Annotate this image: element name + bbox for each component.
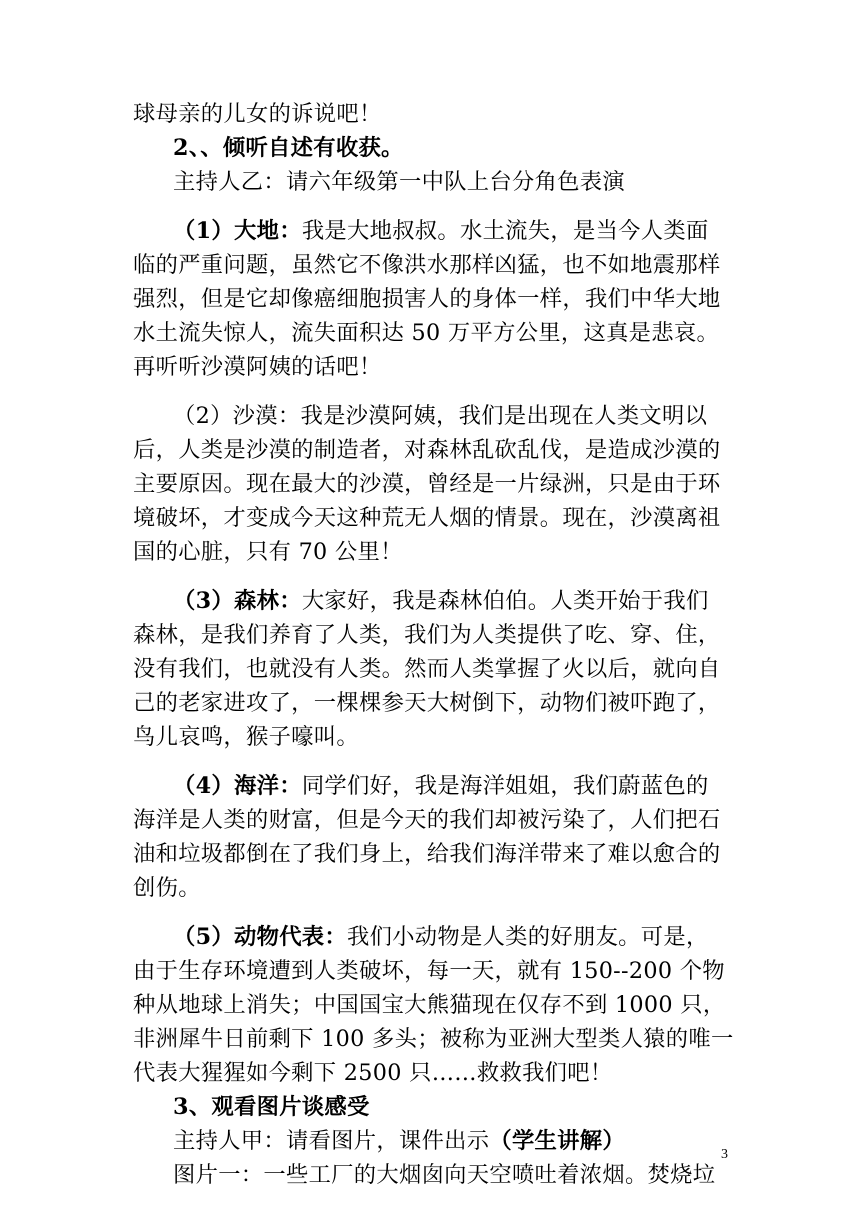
- text-line: 种从地球上消失；中国国宝大熊猫现在仅存不到 1000 只，: [133, 992, 726, 1018]
- text-line: 森林，是我们养育了人类，我们为人类提供了吃、穿、住，: [133, 622, 721, 648]
- text-line: 代表大猩猩如今剩下 2500 只……救救我们吧！: [133, 1060, 613, 1086]
- section-heading: 2、、倾听自述有收获。: [173, 135, 404, 161]
- paragraph-start: （3）森林：大家好，我是森林伯伯。人类开始于我们: [173, 588, 709, 614]
- text-line: 国的心脏，只有 70 公里！: [133, 539, 403, 565]
- text-line: 鸟儿哀鸣，猴子嚎叫。: [133, 724, 359, 750]
- paragraph-start: （4）海洋：同学们好，我是海洋姐姐，我们蔚蓝色的: [173, 773, 709, 799]
- paragraph-start: （5）动物代表：我们小动物是人类的好朋友。可是，: [173, 924, 709, 950]
- text-line: 非洲犀牛日前剩下 100 多头；被称为亚洲大型类人猿的唯一: [133, 1026, 734, 1052]
- role-label: （4）海洋：: [173, 773, 302, 799]
- role-label: （5）动物代表：: [173, 924, 347, 950]
- text-line: 境破坏，才变成今天这种荒无人烟的情景。现在，沙漠离祖: [133, 505, 721, 531]
- role-label: （1）大地：: [173, 218, 302, 244]
- text-line: 后，人类是沙漠的制造者，对森林乱砍乱伐，是造成沙漠的: [133, 437, 721, 463]
- text-line: 海洋是人类的财富，但是今天的我们却被污染了，人们把石: [133, 807, 721, 833]
- role-label: （3）森林：: [173, 588, 302, 614]
- text-line: 主持人乙：请六年级第一中队上台分角色表演: [173, 169, 625, 195]
- text-line: 创伤。: [133, 875, 201, 901]
- text-line: 由于生存环境遭到人类破坏，每一天，就有 150--200 个物: [133, 958, 725, 984]
- text-line: 强烈，但是它却像癌细胞损害人的身体一样，我们中华大地: [133, 286, 721, 312]
- text-line: 球母亲的儿女的诉说吧！: [133, 101, 382, 127]
- paragraph-start: （1）大地：我是大地叔叔。水土流失，是当今人类面: [173, 218, 709, 244]
- text-line: 临的严重问题，虽然它不像洪水那样凶猛，也不如地震那样: [133, 252, 721, 278]
- text-line: 己的老家进攻了，一棵棵参天大树倒下，动物们被吓跑了，: [133, 690, 721, 716]
- paragraph-start: （2）沙漠：我是沙漠阿姨，我们是出现在人类文明以: [173, 403, 708, 429]
- text-line: 水土流失惊人，流失面积达 50 万平方公里，这真是悲哀。: [133, 320, 720, 346]
- text-line: 主要原因。现在最大的沙漠，曾经是一片绿洲，只是由于环: [133, 471, 721, 497]
- text-line: 再听听沙漠阿姨的话吧！: [133, 354, 382, 380]
- section-heading: 3、观看图片谈感受: [173, 1094, 370, 1120]
- text-line: 主持人甲：请看图片，课件出示（学生讲解）: [173, 1128, 625, 1154]
- page-number: 3: [721, 1147, 728, 1162]
- text-line: 图片一：一些工厂的大烟囱向天空喷吐着浓烟。焚烧垃: [173, 1162, 716, 1188]
- text-line: 油和垃圾都倒在了我们身上，给我们海洋带来了难以愈合的: [133, 841, 721, 867]
- text-line: 没有我们，也就没有人类。然而人类掌握了火以后，就向自: [133, 656, 721, 682]
